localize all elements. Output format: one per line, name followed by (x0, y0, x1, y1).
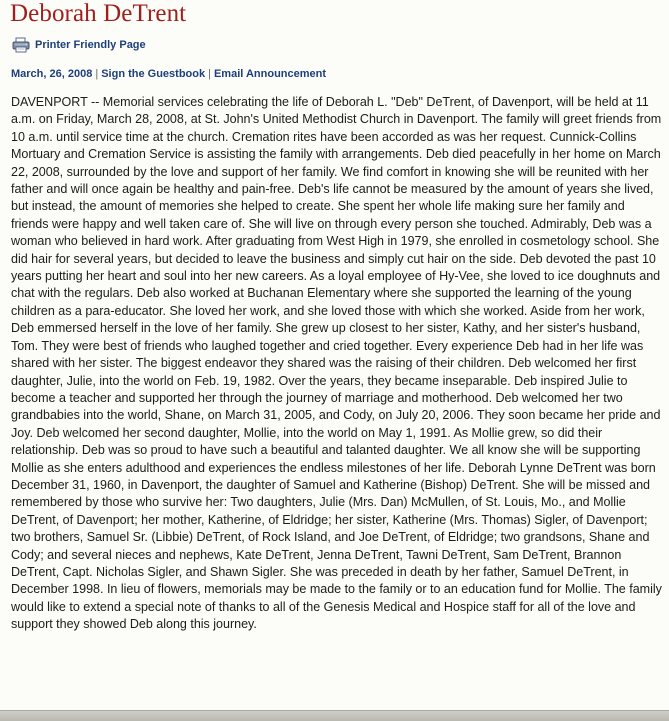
sign-guestbook-link[interactable]: Sign the Guestbook (101, 68, 206, 80)
page-title: Deborah DeTrent (10, 0, 187, 27)
meta-separator: | (208, 68, 211, 80)
printer-friendly-link[interactable]: Printer Friendly Page (35, 39, 146, 51)
meta-row (11, 68, 326, 80)
email-announcement-link[interactable]: Email Announcement (213, 68, 327, 80)
obituary-body-text: DAVENPORT -- Memorial services celebrating the life of Deborah L. "Deb" DeTrent, of Davenport, will be held at 11 a.m. on Friday, March 28, 2008, at St. John's United Methodist Church in Davenport. The family will greet friends from 10 a.m. until service time at the church. Cremation rites have been accorded as was her request. Cunnick-Collins Mortuary and Cremation Service is assisting the family with arrangements. Deb died peacefully in her home on March 22, 2008, surrounded by the love and support of her family. We find comfort in knowing she will be reunited with her father and will once again be healthy and pain-free. Deb's life cannot be measured by the amount of years she lived, but instead, the amount of memories she helped to create. She spent her whole life making sure her family and friends were happy and well taken care of. She will live on through every person she touched. Admirably, Deb was a woman who believed in hard work. After graduating from West High in 1979, she enrolled in cosmetology school. She did hair for several years, but decided to leave the business and simply cut hair on the side. Deb devoted the past 10 years putting her heart and soul into her new careers. As a loyal employee of Hy-Vee, she loved to ice doughnuts and chat with the regulars. Deb also worked at Buchanan Elementary where she supported the learning of the young children as a para-educator. She loved her work, and she loved those with which she worked. Aside from her work, Deb emmersed herself in the love of her family. She grew up closest to her sister, Kathy, and her sister's husband, Tom. They were best of friends who laughed together and cried together. Every experience Deb had in her life was shared with her sister. The biggest endeavor they shared was the raising of their children. Deb welcomed her first daughter, Julie, into the world on Feb. 19, 1982. Over the years, they became inseparable. Deb inspired Julie to become a teacher and supported her through the journey of marriage and motherhood. Deb welcomed her two grandbabies into the world, Shane, on March 31, 2005, and Cody, on July 20, 2006. They soon became her pride and Joy. Deb welcomed her second daughter, Mollie, into the world on May 1, 1991. As Mollie grew, so did their relationship. Deb was so proud to have such a beautiful and talanted daughter. We all know she will be supporting Mollie as she enters adulthood and experiences the endless milestones of her life. Deborah Lynne DeTrent was born December 31, 1960, in Davenport, the daughter of Samuel and Katherine (Bishop) DeTrent. She will be missed and remembered by those who survive her: Two daughters, Julie (Mrs. Dan) McMullen, of St. Louis, Mo., and Mollie DeTrent, of Davenport; her mother, Katherine, of Eldridge; her sister, Katherine (Mrs. Thomas) Sigler, of Davenport; two brothers, Samuel Sr. (Libbie) DeTrent, of Rock Island, and Joe DeTrent, of Eldridge; two grandsons, Shane and Cody; and several nieces and nephews, Kate DeTrent, Jenna DeTrent, Tawni DeTrent, Sam DeTrent, Brannon DeTrent, Capt. Nicholas Sigler, and Shawn Sigler. She was preceded in death by her father, Samuel DeTrent, in December 1998. In lieu of flowers, memorials may be made to the family or to an education fund for Mollie. The family would like to extend a special note of thanks to all of the Genesis Medical and Hospice staff for all of the love and support they showed Deb along this journey. (11, 95, 662, 632)
meta-separator: | (95, 68, 99, 80)
window-bottom-edge (0, 710, 669, 721)
printer-friendly-row[interactable] (12, 36, 146, 54)
publish-date: March, 26, 2008 (11, 68, 93, 80)
printer-icon[interactable] (12, 37, 30, 53)
